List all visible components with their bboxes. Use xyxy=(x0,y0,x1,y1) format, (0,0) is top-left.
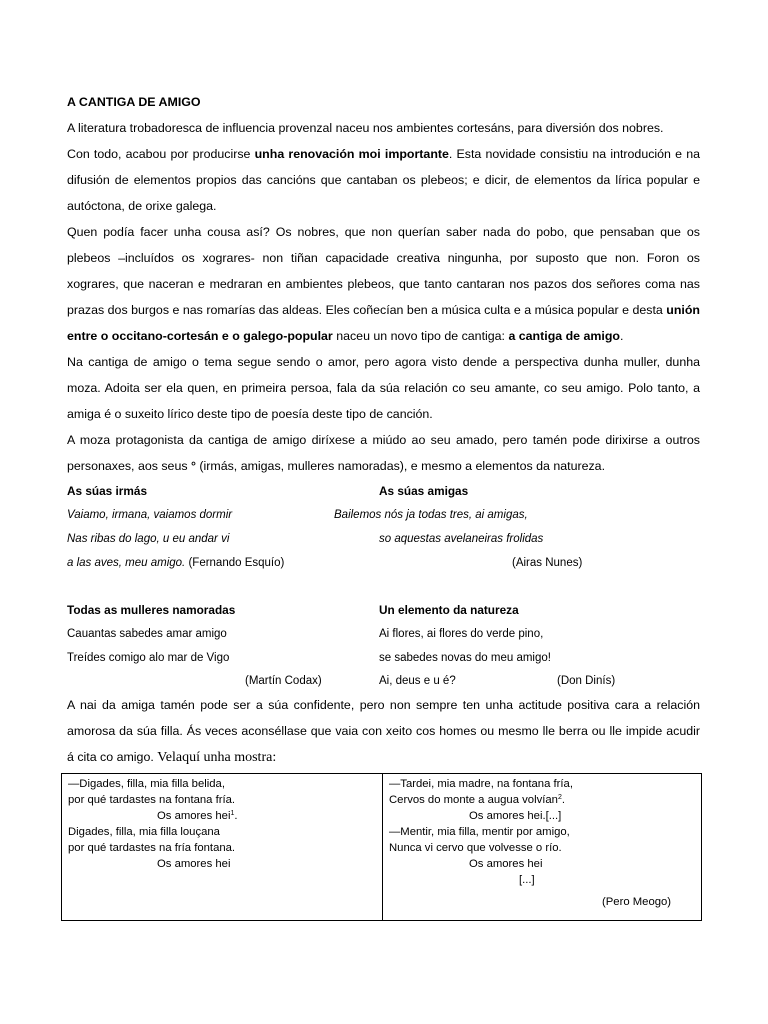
paragraph-line: difusión de elementos propios das cancións que cantaban os plebeos; e dicir, de elementos da lírica popular e xyxy=(67,173,700,187)
verse-line: Nunca vi cervo que volvesse o río. xyxy=(389,842,562,854)
paragraph-line: Con todo, acabou por producirse unha renovación moi importante. Esta novidade consistiu na introdución e na xyxy=(67,147,700,161)
verse-line: Cervos do monte a augua volvían$^2$. xyxy=(389,794,565,806)
example-heading-sisters: As súas irmás xyxy=(67,484,148,498)
paragraph-renovation xyxy=(67,141,700,219)
verse-line: Vaiamo, irmana, vaiamos dormir xyxy=(67,509,233,521)
verse-line: [...] xyxy=(519,874,535,886)
table-cell-daughter xyxy=(383,774,701,920)
paragraph-line: A nai da amiga tamén pode ser a súa confidente, pero non sempre ten unha actitude positiva cara a relación xyxy=(67,698,700,712)
emphasis-text: unión xyxy=(666,303,700,317)
example-heading-women: Todas as mulleres namoradas xyxy=(67,603,236,617)
paragraph-xograres xyxy=(67,219,700,349)
paragraph-line: á cita co amigo. Velaquí unha mostra: xyxy=(67,750,277,765)
paragraph-line: plebeos –incluídos os xograres- non tiñan capacidade creativa ningunha, por suposto que non. Foron os xyxy=(67,251,700,265)
verse-line: Os amores hei xyxy=(157,858,231,870)
verse-line: Bailemos nós ja todas tres, ai amigas, xyxy=(334,509,528,521)
paragraph-addressees xyxy=(67,427,700,479)
verse-line: Treídes comigo alo mar de Vigo xyxy=(67,652,230,664)
paragraph-line: amorosa da súa filla. Ás veces aconséllase que vaia con xeito cos homes ou mesmo lle berra ou lle impide acudir xyxy=(67,724,700,738)
paragraph-line: prazas dos burgos e nas romarías das aldeas. Eles coñecían ben a música culta e a música popular e desta unión xyxy=(67,303,700,317)
degree-symbol: ° xyxy=(190,459,196,473)
verse-line: so aquestas avelaneiras frolidas xyxy=(379,533,544,545)
verse-line: Ai flores, ai flores do verde pino, xyxy=(379,628,544,640)
paragraph-line: xograres, que naceran e medraran en ambientes plebeos, que tanto cantaran nos pazos dos señores coma nas xyxy=(67,277,700,291)
verse-line: Os amores hei.[...] xyxy=(469,810,562,822)
verse-author: (Pero Meogo) xyxy=(602,896,672,908)
example-heading-nature: Un elemento da natureza xyxy=(379,603,519,617)
paragraph-theme xyxy=(67,349,700,427)
footnote-mark: 2 xyxy=(557,794,562,801)
emphasis-text: a cantiga de amigo xyxy=(508,329,620,343)
verse-line: —Tardei, mia madre, na fontana fría, xyxy=(389,778,573,790)
verse-line: por qué tardastes na fría fontana. xyxy=(68,842,236,854)
paragraph-line: Na cantiga de amigo o tema segue sendo o amor, pero agora visto dende a perspectiva dunha muller, dunha xyxy=(67,355,700,369)
verse-author: (Martín Codax) xyxy=(245,675,322,687)
verse-line: —Digades, filla, mia filla belida, xyxy=(68,778,225,790)
verse-line: Nas ribas do lago, u eu andar vi xyxy=(67,533,230,545)
verse-author: (Airas Nunes) xyxy=(512,557,583,569)
paragraph-line: A literatura trobadoresca de influencia provenzal naceu nos ambientes cortesáns, para diversión dos nobres. xyxy=(67,121,664,135)
verse-line: Os amores hei xyxy=(469,858,543,870)
verse-line: Cauantas sabedes amar amigo xyxy=(67,628,227,640)
verse-line: Digades, filla, mia filla louçana xyxy=(68,826,220,838)
example-heading-friends: As súas amigas xyxy=(379,484,469,498)
paragraph-line: A moza protagonista da cantiga de amigo diríxese a miúdo ao seu amado, pero tamén pode dirixirse a outros xyxy=(67,433,700,447)
paragraph-line: Quen podía facer unha cousa así? Os nobres, que non querían saber nada do pobo, que pensaban que os xyxy=(67,225,700,239)
verse-author: (Don Dinís) xyxy=(557,675,616,687)
paragraph-line: moza. Adoita ser ela quen, en primeira persoa, fala da súa relación co seu amante, co seu amigo. Polo tanto, a xyxy=(67,381,700,395)
verse-line: Ai, deus e u é? xyxy=(379,675,456,687)
footnote-mark: 1 xyxy=(230,810,235,817)
table-cell-mother xyxy=(62,774,383,920)
verse-line: se sabedes novas do meu amigo! xyxy=(379,652,551,664)
paragraph-line: entre o occitano-cortesán e o galego-popular naceu un novo tipo de cantiga: a cantiga de amigo. xyxy=(67,329,624,343)
paragraph-line: autóctona, de orixe galega. xyxy=(67,199,217,213)
verse-line: —Mentir, mia filla, mentir por amigo, xyxy=(389,826,570,838)
paragraph-line: amiga é o suxeito lírico deste tipo de poesía deste tipo de canción. xyxy=(67,407,433,421)
verse-line: Os amores hei$^1$. xyxy=(157,810,238,822)
document-title: A CANTIGA DE AMIGO xyxy=(67,95,201,109)
paragraph-mother xyxy=(67,692,700,770)
cantiga-table xyxy=(61,773,702,921)
verse-line: por qué tardastes na fontana fría. xyxy=(68,794,236,806)
emphasis-text: unha renovación moi importante xyxy=(254,147,449,161)
verse-line: a las aves, meu amigo. (Fernando Esquío) xyxy=(67,557,285,569)
paragraph-intro xyxy=(67,115,700,141)
paragraph-line: personaxes, aos seus ° (irmás, amigas, mulleres namoradas), e mesmo a elementos da natureza. xyxy=(67,459,606,473)
verse-author: (Fernando Esquío) xyxy=(185,557,285,569)
emphasis-text: entre o occitano-cortesán e o galego-popular xyxy=(67,329,333,343)
